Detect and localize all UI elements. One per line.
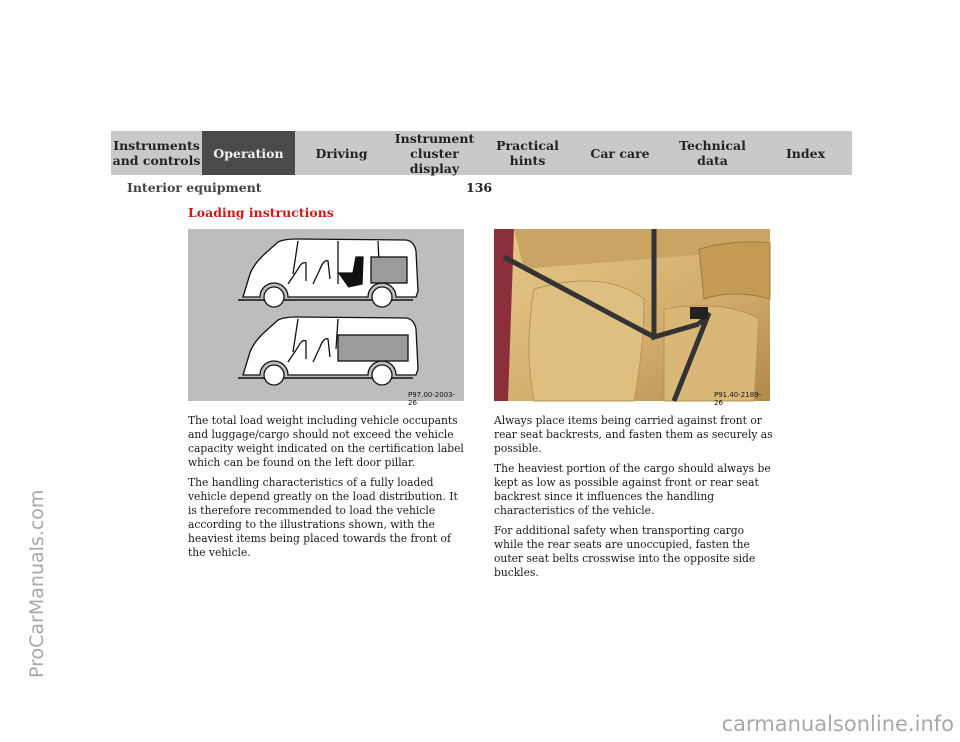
seat-belt-photo-figure [494,229,770,407]
figure-code: P97.00-2003-26 [408,391,456,407]
page-title: Loading instructions [188,205,334,220]
left-text-column [188,414,470,566]
tab-driving[interactable]: Driving [295,131,388,175]
tab-operation[interactable]: Operation [202,131,295,175]
figure-code: P91.40-2189-26 [714,391,762,407]
paragraph: The heaviest portion of the cargo should always be kept as low as possible against front or rear seat backrest since it influences the handling characteristics of the vehicle. [494,462,771,517]
right-text-column [494,414,776,586]
paragraph: The total load weight including vehicle occupants and luggage/cargo should not exceed the vehicle capacity weight indicated on the certification label which can be found on the left door pillar. [188,414,464,469]
tab-car-care[interactable]: Car care [574,131,666,175]
section-nav [111,131,852,175]
loading-diagram-figure [188,229,464,407]
tab-practical-hints[interactable]: Practical hints [481,131,574,175]
paragraph: For additional safety when transporting cargo while the rear seats are unoccupied, fasten the outer seat belts crosswise into the opposite side buckles. [494,524,756,579]
loading-diagram-illustration [188,229,464,401]
seat-belt-photo [494,229,770,401]
page-number: 136 [466,180,493,195]
tab-index[interactable]: Index [759,131,852,175]
vehicle-side-view-bottom [238,317,418,385]
vehicle-side-view-top [238,239,418,307]
watermark-left-text: ProCarManuals.com [26,489,48,678]
tab-instrument-cluster-display[interactable]: Instrument cluster display [388,131,481,175]
paragraph: The handling characteristics of a fully loaded vehicle depend greatly on the load distribution. It is therefore recommended to load the vehicle according to the illustrations shown, with the heaviest items being placed towards the front of the vehicle. [188,476,458,559]
section-header: Interior equipment [127,180,262,195]
watermark-left [20,288,50,688]
paragraph: Always place items being carried against front or rear seat backrests, and fasten them as securely as possible. [494,414,773,455]
watermark-bottom: carmanualsonline.info [721,712,954,736]
tab-instruments-and-controls[interactable]: Instruments and controls [111,131,202,175]
tab-technical-data[interactable]: Technical data [666,131,759,175]
